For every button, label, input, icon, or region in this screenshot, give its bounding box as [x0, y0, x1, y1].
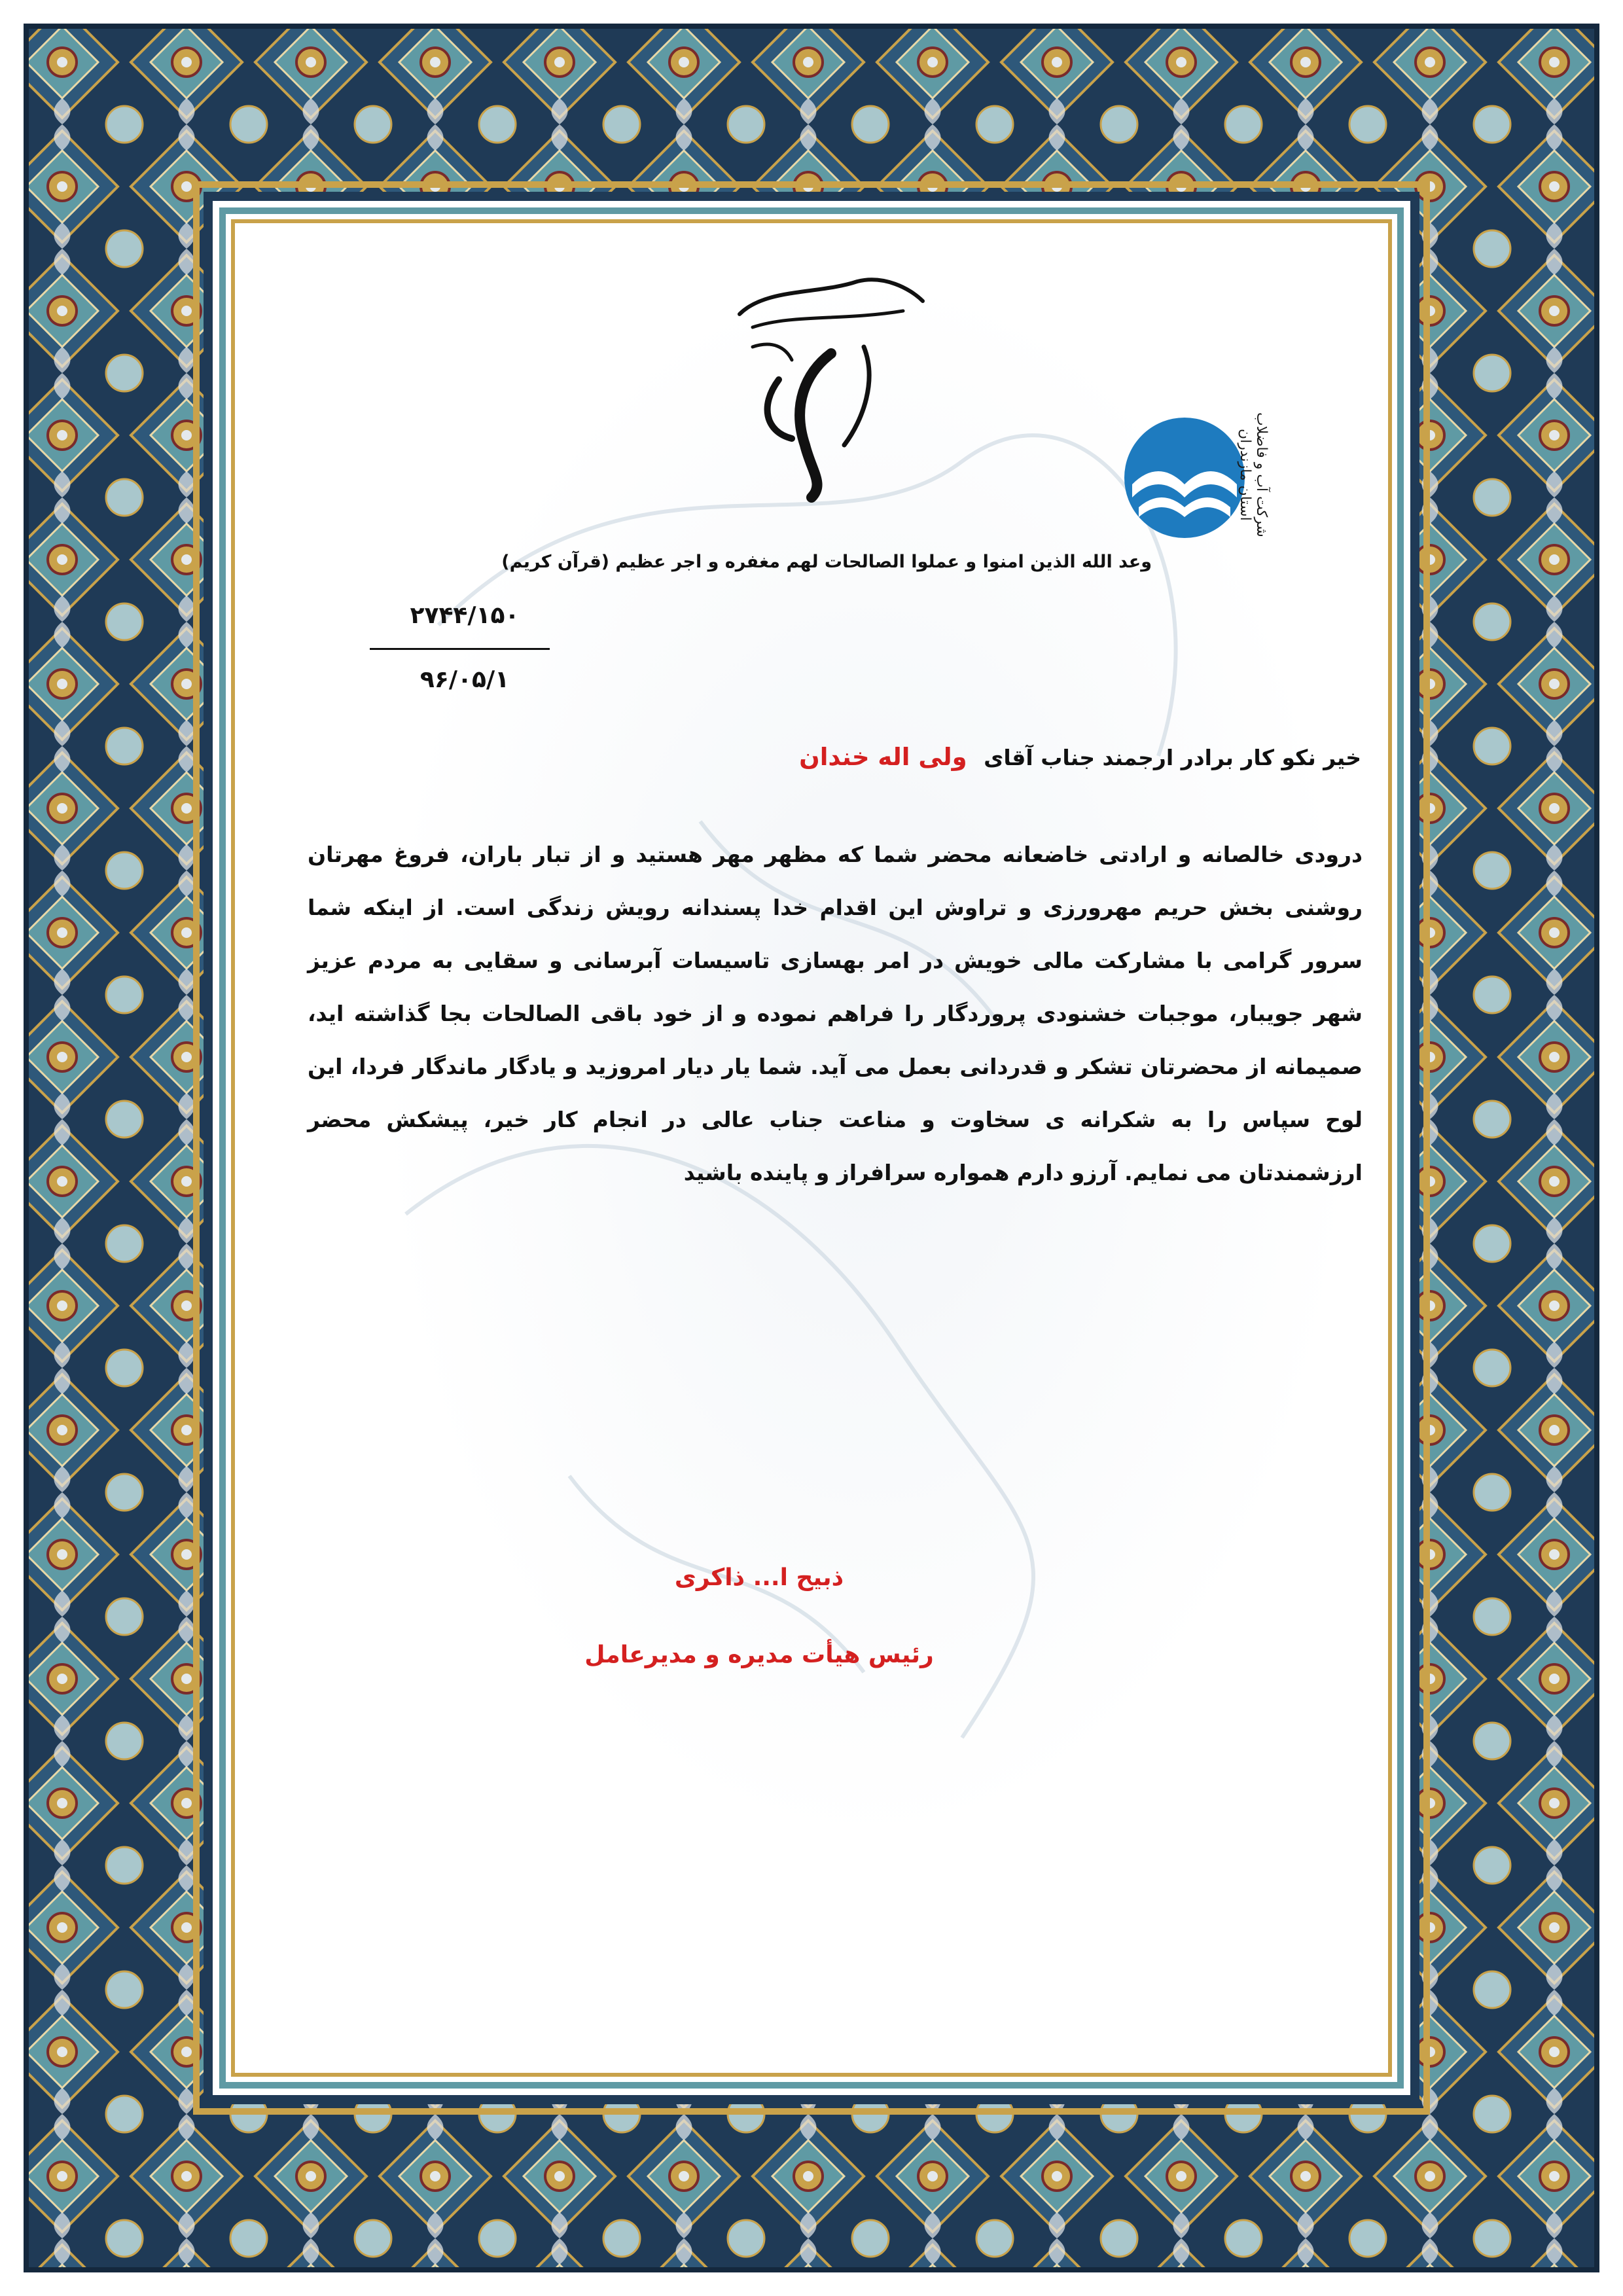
- bismillah-calligraphy: [713, 275, 929, 504]
- quran-verse: وعد الله الذین امنوا و عملوا الصالحات لهم مغفره و اجر عظیم (قرآن کریم): [501, 552, 1152, 572]
- company-name: شرکت آب و فاضلاب استان مازندران: [1237, 412, 1270, 537]
- certificate-body: درودی خالصانه و ارادتی خاضعانه محضر شما که مظهر مهر هستید و از تبار باران، فروغ مهرتان روشنی بخش حریم مهرورزی و تراوش این اقدام خدا پسندانه رویش زندگی است. از اینکه شما سرور گرامی با مشارکت مالی خویش در امر بهسازی تاسیسات آبرسانی و سقایی به مردم عزیز شهر جویبار، موجبات خشنودی پروردگار را فراهم نموده و از خود باقی الصالحات بجا گذاشته اید، صمیمانه از محضرتان تشکر و قدردانی بعمل می آید. شما یار دیار امروزید و یادگار ماندگار فردا، این لوح سپاس را به شکرانه ی سخاوت و مناعت جناب عالی در انجام کار خیر، پیشکش محضر ارزشمندتان می نمایم. آرزو دارم همواره سرافراز و پاینده باشید: [308, 842, 1363, 1185]
- salutation: [799, 743, 1361, 771]
- reference-date: ۹۶/۰۵/۱: [419, 666, 510, 693]
- recipient-name: ولی اله خندان: [799, 743, 967, 771]
- signer-name: ذبیح ا... ذاکری: [674, 1564, 844, 1591]
- reference-number: ۲۷۴۴/۱۵۰: [410, 602, 520, 629]
- reference-divider: [370, 648, 550, 650]
- salutation-prefix: خیر نکو کار برادر ارجمند جناب آقای: [984, 745, 1361, 770]
- signer-title: رئیس هیأت مدیره و مدیرعامل: [584, 1641, 934, 1668]
